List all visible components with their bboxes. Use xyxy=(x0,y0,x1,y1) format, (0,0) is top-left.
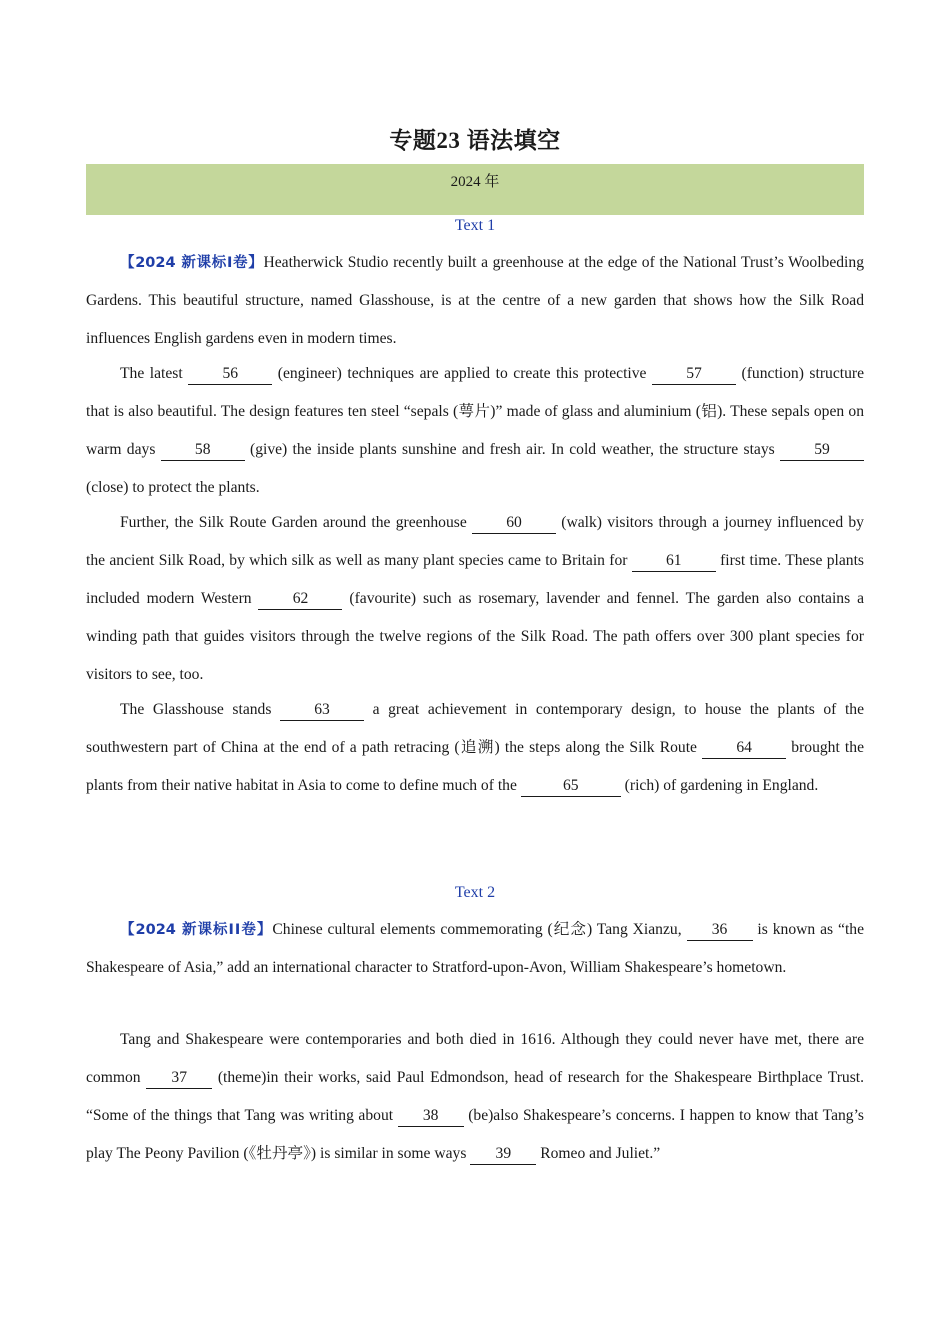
year-label: 2024 年 xyxy=(450,174,500,190)
blank-37[interactable]: 37 xyxy=(146,1068,212,1089)
blank-38[interactable]: 38 xyxy=(398,1106,464,1127)
blank-62[interactable]: 62 xyxy=(258,589,342,610)
page-title: 专题23 语法填空 xyxy=(389,128,561,153)
text2-source: 【2024 新课标ⅠⅠ卷】 xyxy=(120,922,273,938)
year-band xyxy=(86,164,864,215)
blank-59[interactable]: 59 xyxy=(780,440,864,461)
blank-65[interactable]: 65 xyxy=(521,776,621,797)
blank-57[interactable]: 57 xyxy=(652,364,736,385)
text1-paragraph-4: The Glasshouse stands 63 a great achievement in contemporary design, to house the plants of the southwestern part of China at the end of a path retracing (追溯) the steps along the Silk Route 64 brought the plants from their native habitat in Asia to come to define much of the 65 (rich) of gardening in England. xyxy=(86,691,864,805)
text1-source: 【2024 新课标Ⅰ卷】 xyxy=(120,255,264,271)
text1-paragraph-1: 【2024 新课标Ⅰ卷】Heatherwick Studio recently built a greenhouse at the edge of the National Trust’s Woolbeding Gardens. This beautiful structure, named Glasshouse, is at the centre of a new garden that shows how the Silk Road influences English gardens even in modern times. xyxy=(86,254,864,347)
blank-36[interactable]: 36 xyxy=(687,920,753,941)
blank-64[interactable]: 64 xyxy=(702,738,786,759)
text2-paragraph-2: Tang and Shakespeare were contemporaries and both died in 1616. Although they could never have met, there are common 37 (theme)in their works, said Paul Edmondson, head of research for the Shakespeare Birthplace Trust. “Some of the things that Tang was writing about 38 (be)also Shakespeare’s concerns. I happen to know that Tang’s play The Peony Pavilion (《牡丹亭》) is similar in some ways 39 Romeo and Juliet.” xyxy=(86,1021,864,1173)
text1-heading: Text 1 xyxy=(454,217,496,234)
text1-paragraph-2: The latest 56 (engineer) techniques are applied to create this protective 57 (function) structure that is also beautiful. The design features ten steel “sepals (萼片)” made of glass and aluminium (铝). These sepals open on warm days 58 (give) the inside plants sunshine and fresh air. In cold weather, the structure stays 59 (close) to protect the plants. xyxy=(86,365,864,496)
text2-heading: Text 2 xyxy=(454,884,496,901)
text2-paragraph-1: 【2024 新课标ⅠⅠ卷】Chinese cultural elements commemorating (纪念) Tang Xianzu, 36 is known as “the Shakespeare of Asia,” add an international character to Stratford-upon-Avon, William Shakespeare’s hometown. xyxy=(86,921,864,976)
blank-56[interactable]: 56 xyxy=(188,364,272,385)
blank-39[interactable]: 39 xyxy=(470,1144,536,1165)
text1-paragraph-3: Further, the Silk Route Garden around the greenhouse 60 (walk) visitors through a journey influenced by the ancient Silk Road, by which silk as well as many plant species came to Britain for 61 first time. These plants included modern Western 62 (favourite) such as rosemary, lavender and fennel. The garden also contains a winding path that guides visitors through the twelve regions of the Silk Road. The path offers over 300 plant species for visitors to see, too. xyxy=(86,514,864,683)
blank-58[interactable]: 58 xyxy=(161,440,245,461)
blank-63[interactable]: 63 xyxy=(280,700,364,721)
blank-61[interactable]: 61 xyxy=(632,551,716,572)
blank-60[interactable]: 60 xyxy=(472,513,556,534)
